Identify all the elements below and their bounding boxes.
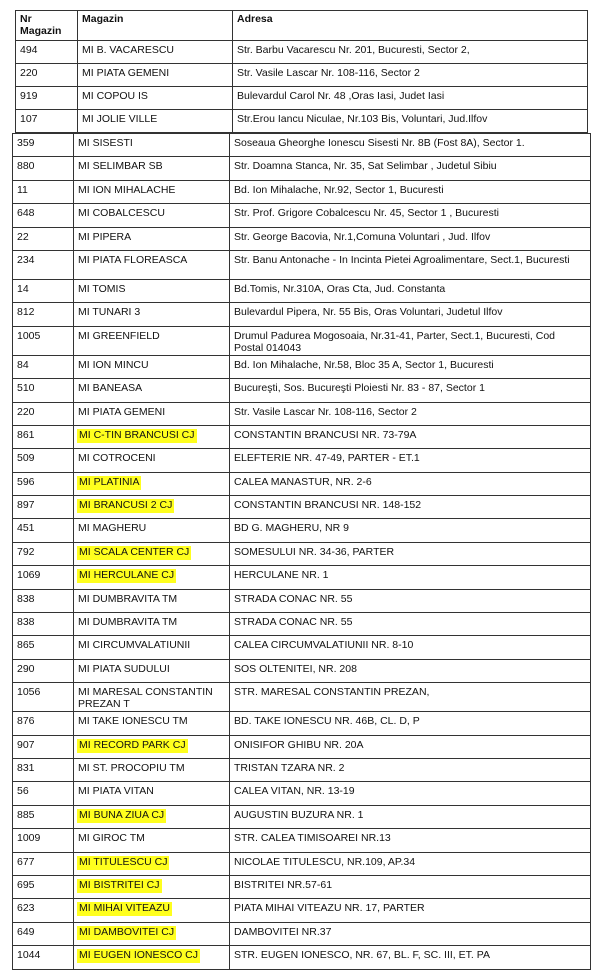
table-row [13, 758, 591, 781]
store-address: STRADA CONAC NR. 55 [230, 589, 591, 612]
store-number: 831 [13, 758, 74, 781]
store-name: MI TAKE IONESCU TM [78, 715, 188, 728]
store-name-cell [74, 326, 230, 355]
store-name-cell [74, 946, 230, 969]
store-name-cell [74, 852, 230, 875]
store-name: MI PIATA SUDULUI [78, 662, 170, 675]
store-name-cell [74, 204, 230, 227]
store-name: MI PIATA VITAN [78, 785, 154, 798]
table-row [13, 899, 591, 922]
table-row [13, 636, 591, 659]
table-row [13, 519, 591, 542]
store-address: Str.Erou Iancu Niculae, Nr.103 Bis, Voluntari, Jud.Ilfov [233, 110, 588, 133]
store-number: 648 [13, 204, 74, 227]
store-name-cell [78, 41, 233, 64]
store-number: 880 [13, 157, 74, 180]
store-name-cell [74, 542, 230, 565]
store-address: BD. TAKE IONESCU NR. 46B, CL. D, P [230, 712, 591, 735]
store-address: BD G. MAGHERU, NR 9 [230, 519, 591, 542]
table-row [13, 449, 591, 472]
store-address: STR. EUGEN IONESCO, NR. 67, BL. F, SC. III, ET. PA [230, 946, 591, 969]
table-row [13, 922, 591, 945]
store-address: CALEA MANASTUR, NR. 2-6 [230, 472, 591, 495]
store-number: 359 [13, 134, 74, 157]
store-name: MI MAGHERU [78, 522, 147, 535]
store-name-cell [74, 875, 230, 898]
store-address: Soseaua Gheorghe Ionescu Sisesti Nr. 8B (Fost 8A), Sector 1. [230, 134, 591, 157]
stores-table-main [12, 133, 591, 970]
table-row [13, 829, 591, 852]
table-row [13, 402, 591, 425]
table-row [13, 250, 591, 279]
store-name: MI JOLIE VILLE [82, 113, 158, 125]
store-name: MI GREENFIELD [78, 329, 160, 342]
store-address: CALEA VITAN, NR. 13-19 [230, 782, 591, 805]
table-row [13, 659, 591, 682]
store-name: MI BANEASA [78, 382, 143, 395]
header-magazin: Magazin [78, 11, 233, 41]
store-name-cell [74, 250, 230, 279]
table-row [13, 566, 591, 589]
store-number: 107 [16, 110, 78, 133]
store-address: Str. Banu Antonache - In Incinta Pietei Agroalimentare, Sect.1, Bucuresti [230, 250, 591, 279]
store-number: 84 [13, 355, 74, 378]
store-name-cell [78, 64, 233, 87]
store-name: MI TITULESCU CJ [79, 855, 168, 868]
store-number: 695 [13, 875, 74, 898]
store-address: SOMESULUI NR. 34-36, PARTER [230, 542, 591, 565]
store-name-cell [74, 683, 230, 712]
store-number: 812 [13, 303, 74, 326]
store-name-cell [74, 425, 230, 448]
store-address: SOS OLTENITEI, NR. 208 [230, 659, 591, 682]
stores-table-header-block [15, 10, 588, 133]
store-name-cell [74, 227, 230, 250]
store-name-cell [74, 589, 230, 612]
store-number: 919 [16, 87, 78, 110]
table-row [16, 110, 588, 133]
store-number: 451 [13, 519, 74, 542]
store-number: 838 [13, 589, 74, 612]
store-address: Bulevardul Pipera, Nr. 55 Bis, Oras Voluntari, Judetul Ilfov [230, 303, 591, 326]
store-name-cell [74, 899, 230, 922]
store-number: 1005 [13, 326, 74, 355]
store-number: 1069 [13, 566, 74, 589]
store-name-cell [74, 922, 230, 945]
store-name: MI COBALCESCU [78, 207, 165, 220]
store-number: 897 [13, 496, 74, 519]
table-row [13, 379, 591, 402]
table-row [13, 852, 591, 875]
header-nr-magazin: Nr Magazin [16, 11, 78, 41]
store-name: MI SISESTI [78, 137, 133, 149]
store-name: MI MARESAL CONSTANTIN PREZAN T [78, 686, 213, 711]
table-row [13, 204, 591, 227]
store-name: MI COPOU IS [82, 90, 148, 102]
store-name: MI ION MINCU [78, 358, 149, 371]
store-name: MI PIATA FLOREASCA [78, 253, 188, 266]
store-number: 885 [13, 805, 74, 828]
store-name-cell [74, 402, 230, 425]
store-name: MI C-TIN BRANCUSI CJ [79, 428, 195, 441]
store-name-cell [74, 472, 230, 495]
top-rows [16, 41, 588, 133]
store-number: 1056 [13, 683, 74, 712]
store-name-cell [74, 659, 230, 682]
store-name: MI TUNARI 3 [78, 306, 141, 319]
store-name: MI ST. PROCOPIU TM [78, 761, 185, 774]
table-row [16, 87, 588, 110]
store-address: ONISIFOR GHIBU NR. 20A [230, 735, 591, 758]
store-address: Bucureşti, Sos. Bucureşti Ploiesti Nr. 83 - 87, Sector 1 [230, 379, 591, 402]
store-name: MI B. VACARESCU [82, 44, 174, 56]
store-name: MI DUMBRAVITA TM [78, 592, 178, 605]
store-name: MI DUMBRAVITA TM [78, 616, 178, 629]
header-row [16, 11, 588, 41]
store-address: DAMBOVITEI NR.37 [230, 922, 591, 945]
store-number: 56 [13, 782, 74, 805]
main-rows [13, 134, 591, 970]
table-row [13, 227, 591, 250]
store-address: PIATA MIHAI VITEAZU NR. 17, PARTER [230, 899, 591, 922]
store-number: 234 [13, 250, 74, 279]
store-address: Str. Prof. Grigore Cobalcescu Nr. 45, Sector 1 , Bucuresti [230, 204, 591, 227]
table-row [13, 782, 591, 805]
store-address: Bulevardul Carol Nr. 48 ,Oras Iasi, Judet Iasi [233, 87, 588, 110]
store-name: MI PIPERA [78, 230, 132, 243]
store-address: Str. Vasile Lascar Nr. 108-116, Sector 2 [233, 64, 588, 87]
store-name: MI PLATINIA [79, 475, 140, 488]
store-name-cell [74, 712, 230, 735]
table-row [13, 134, 591, 157]
store-number: 494 [16, 41, 78, 64]
store-address: AUGUSTIN BUZURA NR. 1 [230, 805, 591, 828]
store-name-cell [78, 87, 233, 110]
store-name: MI RECORD PARK CJ [79, 738, 186, 751]
store-number: 1044 [13, 946, 74, 969]
table-row [16, 64, 588, 87]
store-number: 509 [13, 449, 74, 472]
store-number: 876 [13, 712, 74, 735]
store-name-cell [74, 157, 230, 180]
store-name-cell [74, 355, 230, 378]
store-number: 907 [13, 735, 74, 758]
store-address: TRISTAN TZARA NR. 2 [230, 758, 591, 781]
store-name-cell [74, 180, 230, 203]
store-name-cell [74, 758, 230, 781]
store-name: MI BISTRITEI CJ [79, 878, 160, 891]
store-address: STRADA CONAC NR. 55 [230, 613, 591, 636]
store-address: CALEA CIRCUMVALATIUNII NR. 8-10 [230, 636, 591, 659]
table-row [13, 326, 591, 355]
store-number: 792 [13, 542, 74, 565]
store-name: MI HERCULANE CJ [79, 569, 175, 582]
store-number: 677 [13, 852, 74, 875]
store-name-cell [74, 613, 230, 636]
store-name: MI CIRCUMVALATIUNII [78, 639, 191, 652]
store-name-cell [74, 279, 230, 302]
store-name-cell [74, 636, 230, 659]
table-row [13, 805, 591, 828]
table-row [13, 589, 591, 612]
store-address: Str. Barbu Vacarescu Nr. 201, Bucuresti, Sector 2, [233, 41, 588, 64]
store-name: MI BRANCUSI 2 CJ [79, 499, 173, 512]
store-name: MI PIATA GEMENI [82, 67, 170, 79]
store-name: MI BUNA ZIUA CJ [79, 808, 165, 821]
store-address: Drumul Padurea Mogosoaia, Nr.31-41, Parter, Sect.1, Bucuresti, Cod Postal 014043 [230, 326, 591, 355]
store-number: 649 [13, 922, 74, 945]
store-name-cell [74, 566, 230, 589]
store-name-cell [74, 303, 230, 326]
table-row [13, 712, 591, 735]
store-name-cell [74, 782, 230, 805]
store-address: NICOLAE TITULESCU, NR.109, AP.34 [230, 852, 591, 875]
store-address: CONSTANTIN BRANCUSI NR. 148-152 [230, 496, 591, 519]
store-name-cell [74, 449, 230, 472]
store-name-cell [74, 379, 230, 402]
table-row [13, 472, 591, 495]
store-number: 838 [13, 613, 74, 636]
store-name: MI COTROCENI [78, 452, 156, 465]
table-row [13, 180, 591, 203]
store-address: Bd. Ion Mihalache, Nr.58, Bloc 35 A, Sector 1, Bucuresti [230, 355, 591, 378]
store-name: MI EUGEN IONESCO CJ [79, 949, 199, 962]
table-row [13, 946, 591, 969]
store-number: 861 [13, 425, 74, 448]
store-number: 220 [13, 402, 74, 425]
table-row [13, 425, 591, 448]
store-name: MI DAMBOVITEI CJ [79, 925, 175, 938]
store-address: Bd.Tomis, Nr.310A, Oras Cta, Jud. Constanta [230, 279, 591, 302]
store-name: MI GIROC TM [78, 832, 145, 845]
store-address: STR. MARESAL CONSTANTIN PREZAN, [230, 683, 591, 712]
store-number: 1009 [13, 829, 74, 852]
table-row [13, 355, 591, 378]
table-row [13, 496, 591, 519]
store-address: ELEFTERIE NR. 47-49, PARTER - ET.1 [230, 449, 591, 472]
store-address: HERCULANE NR. 1 [230, 566, 591, 589]
store-name: MI MIHAI VITEAZU [79, 902, 171, 915]
table-row [13, 735, 591, 758]
table-row [16, 41, 588, 64]
store-address: Bd. Ion Mihalache, Nr.92, Sector 1, Bucuresti [230, 180, 591, 203]
store-name-cell [74, 829, 230, 852]
store-name-cell [74, 519, 230, 542]
store-address: Str. Doamna Stanca, Nr. 35, Sat Selimbar , Judetul Sibiu [230, 157, 591, 180]
store-number: 596 [13, 472, 74, 495]
store-name: MI SCALA CENTER CJ [79, 545, 190, 558]
store-number: 510 [13, 379, 74, 402]
header-adresa: Adresa [233, 11, 588, 41]
table-row [13, 279, 591, 302]
store-number: 22 [13, 227, 74, 250]
store-address: Str. Vasile Lascar Nr. 108-116, Sector 2 [230, 402, 591, 425]
store-name: MI ION MIHALACHE [78, 183, 176, 196]
store-address: BISTRITEI NR.57-61 [230, 875, 591, 898]
table-row [13, 613, 591, 636]
table-row [13, 875, 591, 898]
store-name-cell [74, 496, 230, 519]
table-row [13, 157, 591, 180]
store-address: Str. George Bacovia, Nr.1,Comuna Voluntari , Jud. Ilfov [230, 227, 591, 250]
store-name-cell [78, 110, 233, 133]
store-name-cell [74, 805, 230, 828]
store-name: MI SELIMBAR SB [78, 160, 163, 173]
table-row [13, 683, 591, 712]
store-name-cell [74, 134, 230, 157]
store-address: CONSTANTIN BRANCUSI NR. 73-79A [230, 425, 591, 448]
store-number: 14 [13, 279, 74, 302]
store-address: STR. CALEA TIMISOAREI NR.13 [230, 829, 591, 852]
table-row [13, 303, 591, 326]
store-name: MI PIATA GEMENI [78, 405, 166, 418]
store-name: MI TOMIS [78, 282, 126, 295]
store-number: 623 [13, 899, 74, 922]
store-number: 865 [13, 636, 74, 659]
store-number: 220 [16, 64, 78, 87]
store-number: 11 [13, 180, 74, 203]
store-number: 290 [13, 659, 74, 682]
store-name-cell [74, 735, 230, 758]
table-row [13, 542, 591, 565]
